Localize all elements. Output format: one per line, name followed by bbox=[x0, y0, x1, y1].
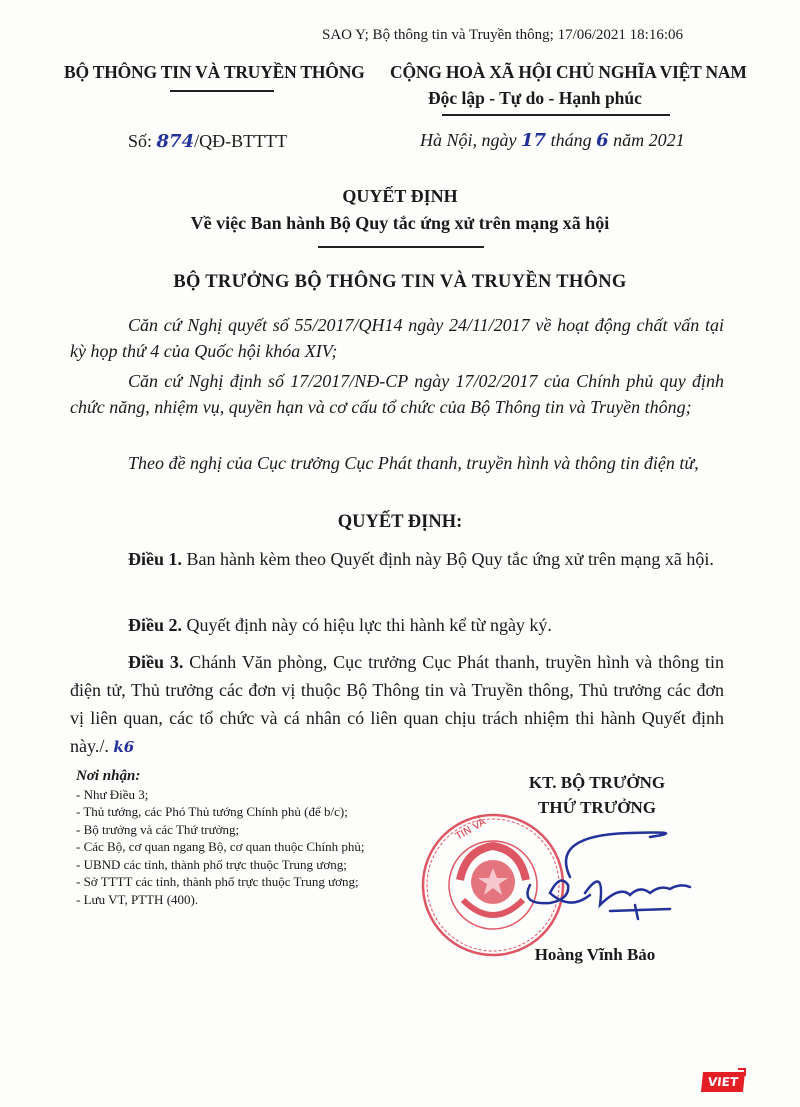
month-label: tháng bbox=[550, 130, 592, 150]
issuing-body: BỘ THÔNG TIN VÀ TRUYỀN THÔNG bbox=[64, 62, 365, 82]
motto: Độc lập - Tự do - Hạnh phúc bbox=[428, 88, 642, 108]
svg-text:TIN VÀ: TIN VÀ bbox=[454, 816, 488, 843]
article-label: Điều 3. bbox=[128, 652, 184, 672]
divider bbox=[442, 114, 670, 116]
year-label: năm 2021 bbox=[613, 130, 685, 150]
decision-heading: QUYẾT ĐỊNH: bbox=[337, 512, 463, 532]
recipient-item: - Thủ tướng, các Phó Thủ tướng Chính phủ (để b/c); bbox=[76, 804, 348, 819]
document-title: QUYẾT ĐỊNH bbox=[342, 186, 458, 206]
recipients-list bbox=[76, 768, 365, 908]
article-label: Điều 1. bbox=[128, 549, 182, 569]
signature-icon bbox=[510, 815, 710, 935]
recipient-item: - Bộ trưởng và các Thứ trưởng; bbox=[76, 821, 240, 837]
article-1 bbox=[70, 546, 724, 572]
viet-logo: VIET bbox=[701, 1072, 745, 1092]
divider bbox=[170, 90, 274, 92]
article-text: Chánh Văn phòng, Cục trưởng Cục Phát thanh, truyền hình và thông tin điện tử, Thủ trưởng các đơn vị thuộc Bộ Thông tin và Truyền thông, Thủ trưởng các đơn vị liên quan, các tổ chức và cá nhân có liên quan chịu trách nhiệm thi hành Quyết định này./. bbox=[70, 652, 725, 756]
divider bbox=[318, 246, 484, 248]
handwritten-day: 17 bbox=[521, 130, 547, 151]
signature-title-line1: KT. BỘ TRƯỞNG bbox=[528, 773, 666, 792]
document-number bbox=[128, 131, 287, 152]
issue-date bbox=[420, 130, 685, 151]
nation-title: CỘNG HOÀ XÃ HỘI CHỦ NGHĨA VIỆT NAM bbox=[390, 62, 747, 82]
recipient-item: - Như Điều 3; bbox=[76, 786, 149, 802]
article-3 bbox=[70, 648, 724, 761]
number-suffix: /QĐ-BTTTT bbox=[194, 131, 288, 151]
copy-stamp: SAO Y; Bộ thông tin và Truyền thông; 17/06/2021 18:16:06 bbox=[321, 27, 683, 43]
signature-title bbox=[512, 770, 682, 820]
handwritten-initials: k6 bbox=[113, 738, 135, 756]
recipient-item: - Lưu VT, PTTH (400). bbox=[76, 891, 199, 907]
preamble-paragraph: Căn cứ Nghị định số 17/2017/NĐ-CP ngày 17/02/2017 của Chính phủ quy định chức năng, nhiệm vụ, quyền hạn và cơ cấu tổ chức của Bộ Thông tin và Truyền thông; bbox=[70, 371, 724, 417]
number-prefix: Số: bbox=[128, 131, 153, 151]
signature-title-line2: THỨ TRƯỞNG bbox=[538, 798, 656, 817]
article-label: Điều 2. bbox=[128, 615, 182, 635]
preamble-paragraph: Căn cứ Nghị quyết số 55/2017/QH14 ngày 24/11/2017 về hoạt động chất vấn tại kỳ họp thứ 4 của Quốc hội khóa XIV; bbox=[70, 315, 724, 361]
article-text: Quyết định này có hiệu lực thi hành kể từ ngày ký. bbox=[182, 615, 552, 635]
recipient-item: - Sở TTTT các tỉnh, thành phố trực thuộc Trung ương; bbox=[76, 874, 359, 889]
recipients-heading: Nơi nhận: bbox=[76, 768, 141, 784]
document-subtitle: Về việc Ban hành Bộ Quy tắc ứng xử trên mạng xã hội bbox=[190, 213, 610, 233]
article-2 bbox=[70, 612, 724, 638]
signer-name: Hoàng Vĩnh Bảo bbox=[534, 945, 656, 964]
article-text: Ban hành kèm theo Quyết định này Bộ Quy tắc ứng xử trên mạng xã hội. bbox=[182, 549, 714, 569]
preamble-paragraph: Theo đề nghị của Cục trưởng Cục Phát thanh, truyền hình và thông tin điện tử, bbox=[128, 453, 699, 473]
handwritten-month: 6 bbox=[596, 130, 609, 151]
logo-arrow-icon bbox=[738, 1068, 746, 1076]
recipient-item: - Các Bộ, cơ quan ngang Bộ, cơ quan thuộc Chính phủ; bbox=[76, 839, 365, 854]
handwritten-number: 874 bbox=[156, 131, 195, 152]
date-prefix: Hà Nội, ngày bbox=[420, 130, 517, 150]
authority-heading: BỘ TRƯỞNG BỘ THÔNG TIN VÀ TRUYỀN THÔNG bbox=[173, 272, 627, 292]
recipient-item: - UBND các tỉnh, thành phố trực thuộc Trung ương; bbox=[76, 856, 347, 872]
